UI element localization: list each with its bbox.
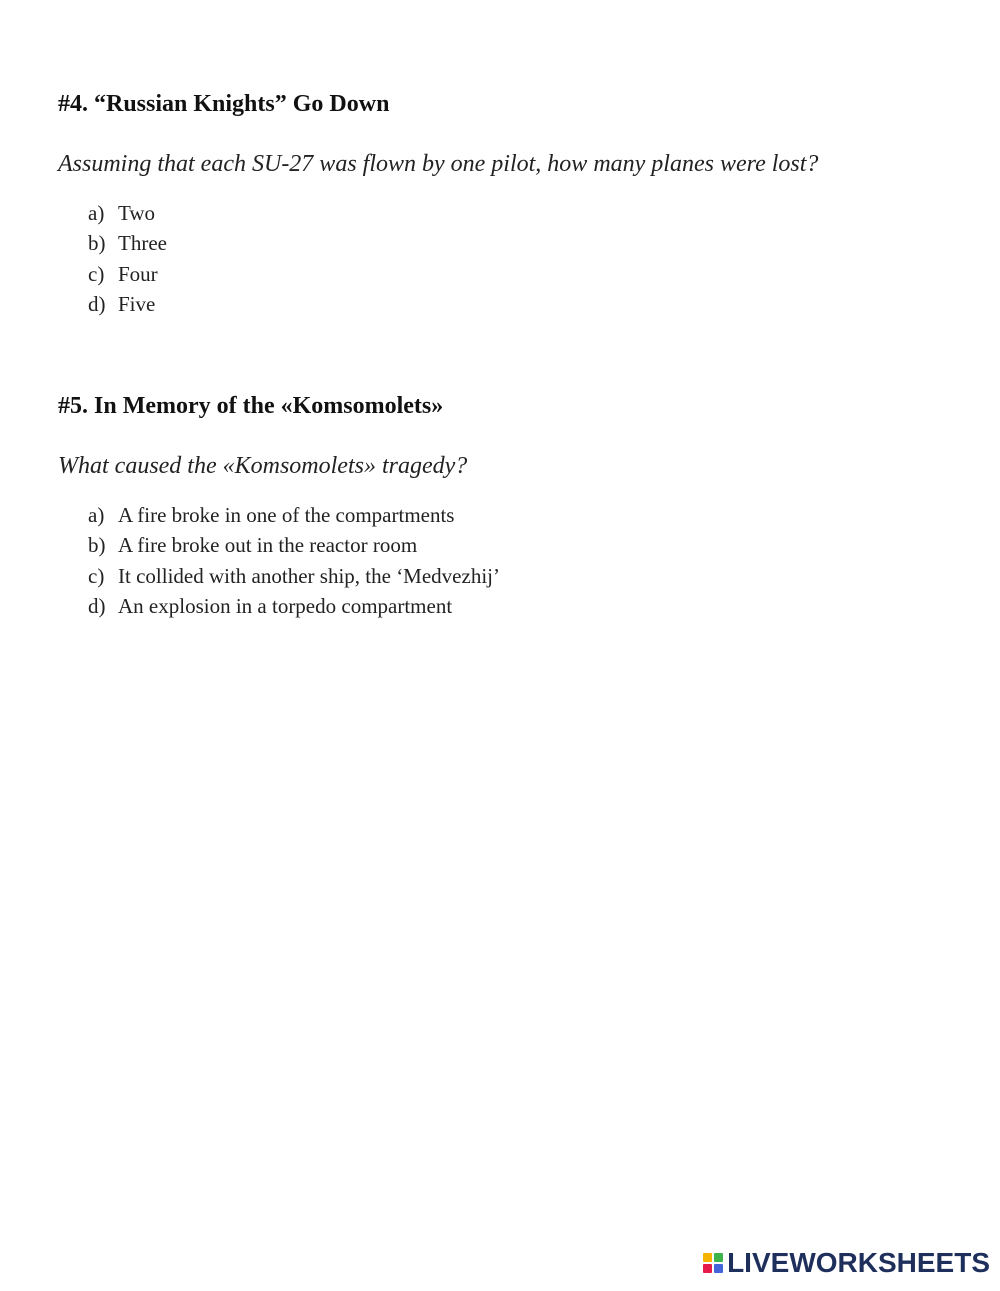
option-text: A fire broke out in the reactor room [118,533,418,558]
option-text: A fire broke in one of the compartments [118,503,455,527]
logo-cell-3 [703,1264,712,1273]
answer-option-a [88,500,500,530]
question-title: #4. “Russian Knights” Go Down [58,91,390,117]
answer-option-d [88,591,500,621]
option-letter: b) [88,231,106,256]
option-letter: b) [88,533,106,558]
question-4 [58,88,818,319]
answer-options [88,500,500,621]
option-letter: a) [88,503,105,527]
liveworksheets-logo [703,1247,990,1279]
option-letter: d) [88,291,106,316]
option-text: Two [118,201,156,225]
logo-grid-icon [703,1253,723,1273]
option-letter: c) [88,563,105,588]
answer-option-d [88,289,818,319]
logo-cell-1 [703,1253,712,1262]
question-prompt: What caused the «Komsomolets» tragedy? [58,453,468,479]
answer-option-c [88,561,500,591]
answer-option-a [88,198,818,228]
answer-option-b [88,530,500,560]
answer-option-c [88,259,818,289]
option-text: Four [118,261,158,286]
question-5 [58,390,500,621]
option-text: Three [118,231,167,256]
answer-option-b [88,228,818,258]
option-letter: a) [88,201,105,225]
option-text: It collided with another ship, the ‘Medvezhij’ [118,563,500,588]
option-letter: c) [88,261,105,286]
logo-cell-2 [714,1253,723,1262]
question-prompt: Assuming that each SU-27 was flown by one pilot, how many planes were lost? [58,151,819,177]
logo-text: LIVEWORKSHEETS [727,1247,990,1278]
option-letter: d) [88,593,106,618]
question-title: #5. In Memory of the «Komsomolets» [58,393,444,419]
answer-options [88,198,818,319]
logo-cell-4 [714,1264,723,1273]
option-text: An explosion in a torpedo compartment [118,593,453,618]
option-text: Five [118,291,156,316]
